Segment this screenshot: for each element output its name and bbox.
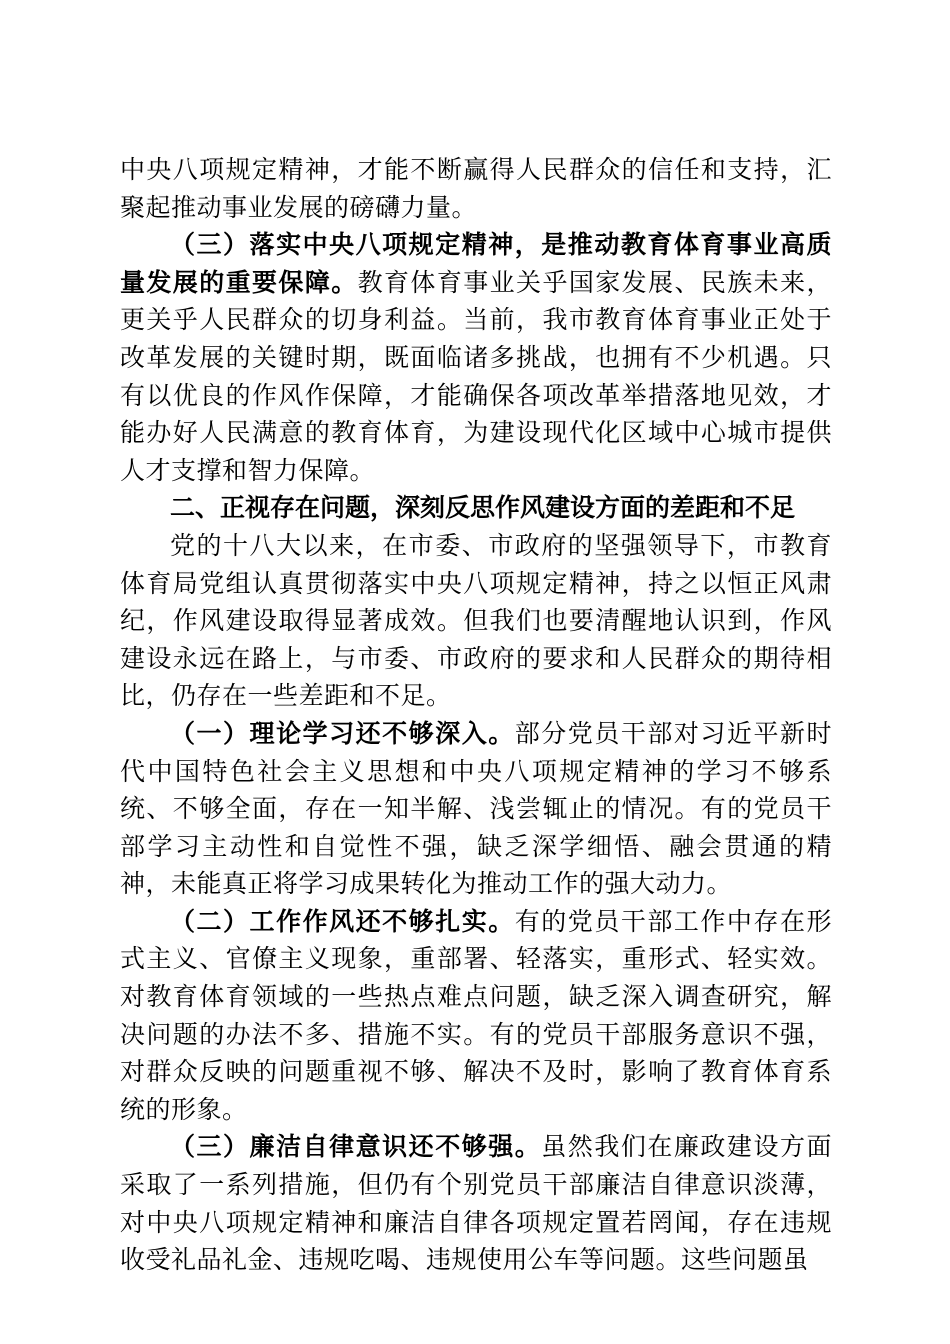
paragraph-lead: （二）工作作风还不够扎实。 xyxy=(170,906,515,936)
paragraph-body: 虽然我们在廉政建设方面采取了一系列措施，但仍有个别党员干部廉洁自律意识淡薄，对中央八项规定精神和廉洁自律各项规定置若罔闻，存在违规收受礼品礼金、违规吃喝、违规使用公车等问题。这些问题虽 xyxy=(120,1132,832,1275)
paragraph-continuation xyxy=(120,151,832,226)
paragraph-body: 中央八项规定精神，才能不断赢得人民群众的信任和支持，汇聚起推动事业发展的磅礴力量。 xyxy=(120,155,832,222)
paragraph-subsection-3 xyxy=(120,226,832,489)
paragraph-lead: （三）廉洁自律意识还不够强。 xyxy=(170,1132,542,1162)
paragraph-lead: （一）理论学习还不够深入。 xyxy=(170,718,515,748)
paragraph-body: 有的党员干部工作中存在形式主义、官僚主义现象，重部署、轻落实，重形式、轻实效。对教育体育领域的一些热点难点问题，缺乏深入调查研究，解决问题的办法不多、措施不实。有的党员干部服务意识不强，对群众反映的问题重视不够、解决不及时，影响了教育体育系统的形象。 xyxy=(120,906,832,1124)
paragraph-subsection-3b xyxy=(120,1128,832,1278)
paragraph-subsection-2 xyxy=(120,903,832,1129)
document-page xyxy=(120,151,832,1279)
paragraph-body: 党的十八大以来，在市委、市政府的坚强领导下，市教育体育局党组认真贯彻落实中央八项规定精神，持之以恒正风肃纪，作风建设取得显著成效。但我们也要清醒地认识到，作风建设永远在路上，与市委、市政府的要求和人民群众的期待相比，仍存在一些差距和不足。 xyxy=(120,530,832,711)
section-heading-2: 二、正视存在问题，深刻反思作风建设方面的差距和不足 xyxy=(170,493,796,523)
paragraph-subsection-1 xyxy=(120,715,832,903)
paragraph-body: 部分党员干部对习近平新时代中国特色社会主义思想和中央八项规定精神的学习不够系统、不够全面，存在一知半解、浅尝辄止的情况。有的党员干部学习主动性和自觉性不强，缺乏深学细悟、融会贯通的精神，未能真正将学习成果转化为推动工作的强大动力。 xyxy=(120,718,832,899)
paragraph-intro xyxy=(120,527,832,715)
paragraph-lead: （三）落实中央八项规定精神，是推动教育体育事业高质量发展的重要保障。 xyxy=(120,230,832,297)
paragraph-body: 教育体育事业关乎国家发展、民族未来，更关乎人民群众的切身利益。当前，我市教育体育事业正处于改革发展的关键时期，既面临诸多挑战，也拥有不少机遇。只有以优良的作风作保障，才能确保各项改革举措落地见效，才能办好人民满意的教育体育，为建设现代化区域中心城市提供人才支撑和智力保障。 xyxy=(120,267,832,485)
